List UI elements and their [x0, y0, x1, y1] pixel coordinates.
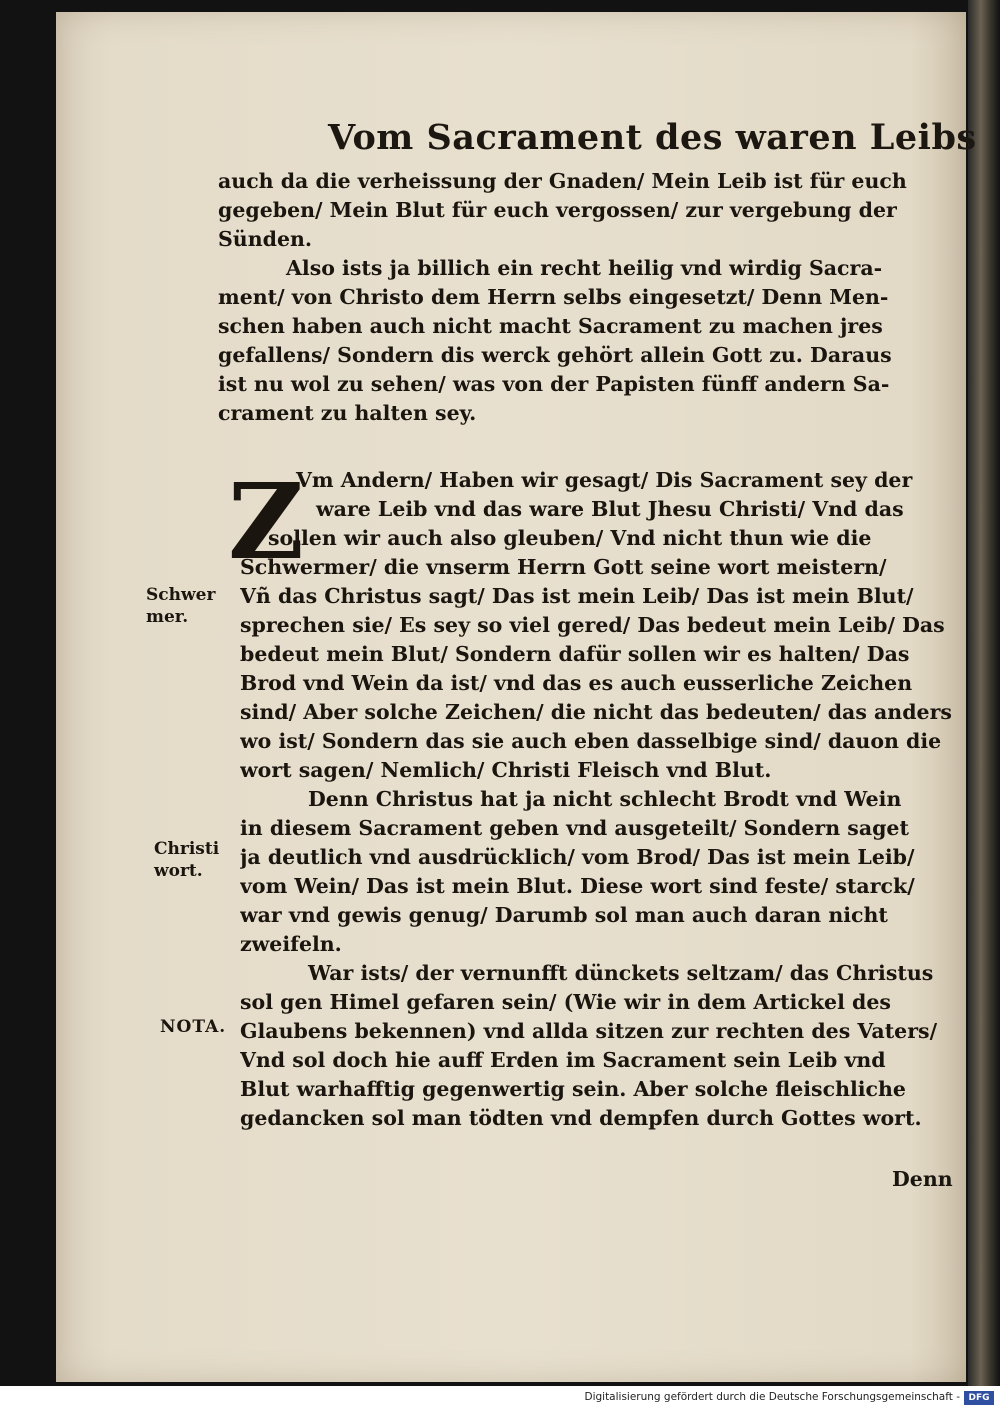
drop-initial: Z [228, 460, 304, 583]
text-line: Vnd sol doch hie auff Erden im Sacrament sein Leib vnd [240, 1048, 886, 1072]
text-line: wo ist/ Sondern das sie auch eben dasselbige sind/ dauon die [240, 729, 942, 753]
footer-bar [0, 1390, 1000, 1409]
text-block-1 [218, 167, 948, 428]
text-line: Blut warhafftig gegenwertig sein. Aber solche fleischliche [240, 1077, 906, 1101]
text-line: zweifeln. [240, 932, 342, 956]
text-line: in diesem Sacrament geben vnd ausgeteilt/ Sondern saget [240, 816, 909, 840]
text-line: gegeben/ Mein Blut für euch vergossen/ zur vergebung der [218, 198, 897, 222]
dfg-logo: DFG [964, 1391, 994, 1405]
text-line: Vñ das Christus sagt/ Das ist mein Leib/ Das ist mein Blut/ [240, 584, 914, 608]
text-line: wort sagen/ Nemlich/ Christi Fleisch vnd Blut. [240, 758, 772, 782]
text-line: war vnd gewis genug/ Darumb sol man auch daran nicht [240, 903, 888, 927]
text-line: ment/ von Christo dem Herrn selbs eingesetzt/ Denn Men- [218, 285, 889, 309]
funding-notice: Digitalisierung gefördert durch die Deutsche Forschungsgemeinschaft - [584, 1391, 960, 1403]
text-line: Glaubens bekennen) vnd allda sitzen zur rechten des Vaters/ [240, 1019, 938, 1043]
text-line: Also ists ja billich ein recht heilig vnd wirdig Sacra- [286, 256, 883, 280]
text-line: ja deutlich vnd ausdrücklich/ vom Brod/ Das ist mein Leib/ [240, 845, 915, 869]
text-line: Sünden. [218, 227, 313, 251]
text-line: vom Wein/ Das ist mein Blut. Diese wort sind feste/ starck/ [240, 874, 915, 898]
book-gutter [968, 0, 1000, 1386]
text-line: auch da die verheissung der Gnaden/ Mein Leib ist für euch [218, 169, 907, 193]
text-line: ist nu wol zu sehen/ was von der Papisten fünff andern Sa- [218, 372, 890, 396]
text-line: Schwermer/ die vnserm Herrn Gott seine wort meistern/ [240, 555, 887, 579]
text-line: bedeut mein Blut/ Sondern dafür sollen wir es halten/ Das [240, 642, 910, 666]
text-line: Brod vnd Wein da ist/ vnd das es auch eusserliche Zeichen [240, 671, 913, 695]
text-line: Vm Andern/ Haben wir gesagt/ Dis Sacrament sey der [296, 468, 913, 492]
text-block-2 [240, 466, 952, 1133]
margin-note-schwermer: Schwer mer. [146, 585, 216, 627]
catchword: Denn [892, 1167, 953, 1191]
text-line: sind/ Aber solche Zeichen/ die nicht das bedeuten/ das anders [240, 700, 952, 724]
text-line: sol gen Himel gefaren sein/ (Wie wir in dem Artickel des [240, 990, 891, 1014]
margin-note-christi-wort: Christi wort. [154, 839, 220, 881]
text-line: War ists/ der vernunfft dünckets seltzam/ das Christus [308, 961, 934, 985]
text-line: Denn Christus hat ja nicht schlecht Brodt vnd Wein [308, 787, 902, 811]
margin-note-nota: NOTA. [160, 1017, 227, 1037]
text-line: gefallens/ Sondern dis werck gehört allein Gott zu. Daraus [218, 343, 892, 367]
text-line: schen haben auch nicht macht Sacrament zu machen jres [218, 314, 883, 338]
text-line: gedancken sol man tödten vnd dempfen durch Gottes wort. [240, 1106, 922, 1130]
text-line: sollen wir auch also gleuben/ Vnd nicht thun wie die [268, 526, 872, 550]
text-line: crament zu halten sey. [218, 401, 477, 425]
text-line: ware Leib vnd das ware Blut Jhesu Christi/ Vnd das [316, 497, 904, 521]
running-head: Vom Sacrament des waren Leibs [328, 117, 977, 158]
text-line: sprechen sie/ Es sey so viel gered/ Das bedeut mein Leib/ Das [240, 613, 945, 637]
